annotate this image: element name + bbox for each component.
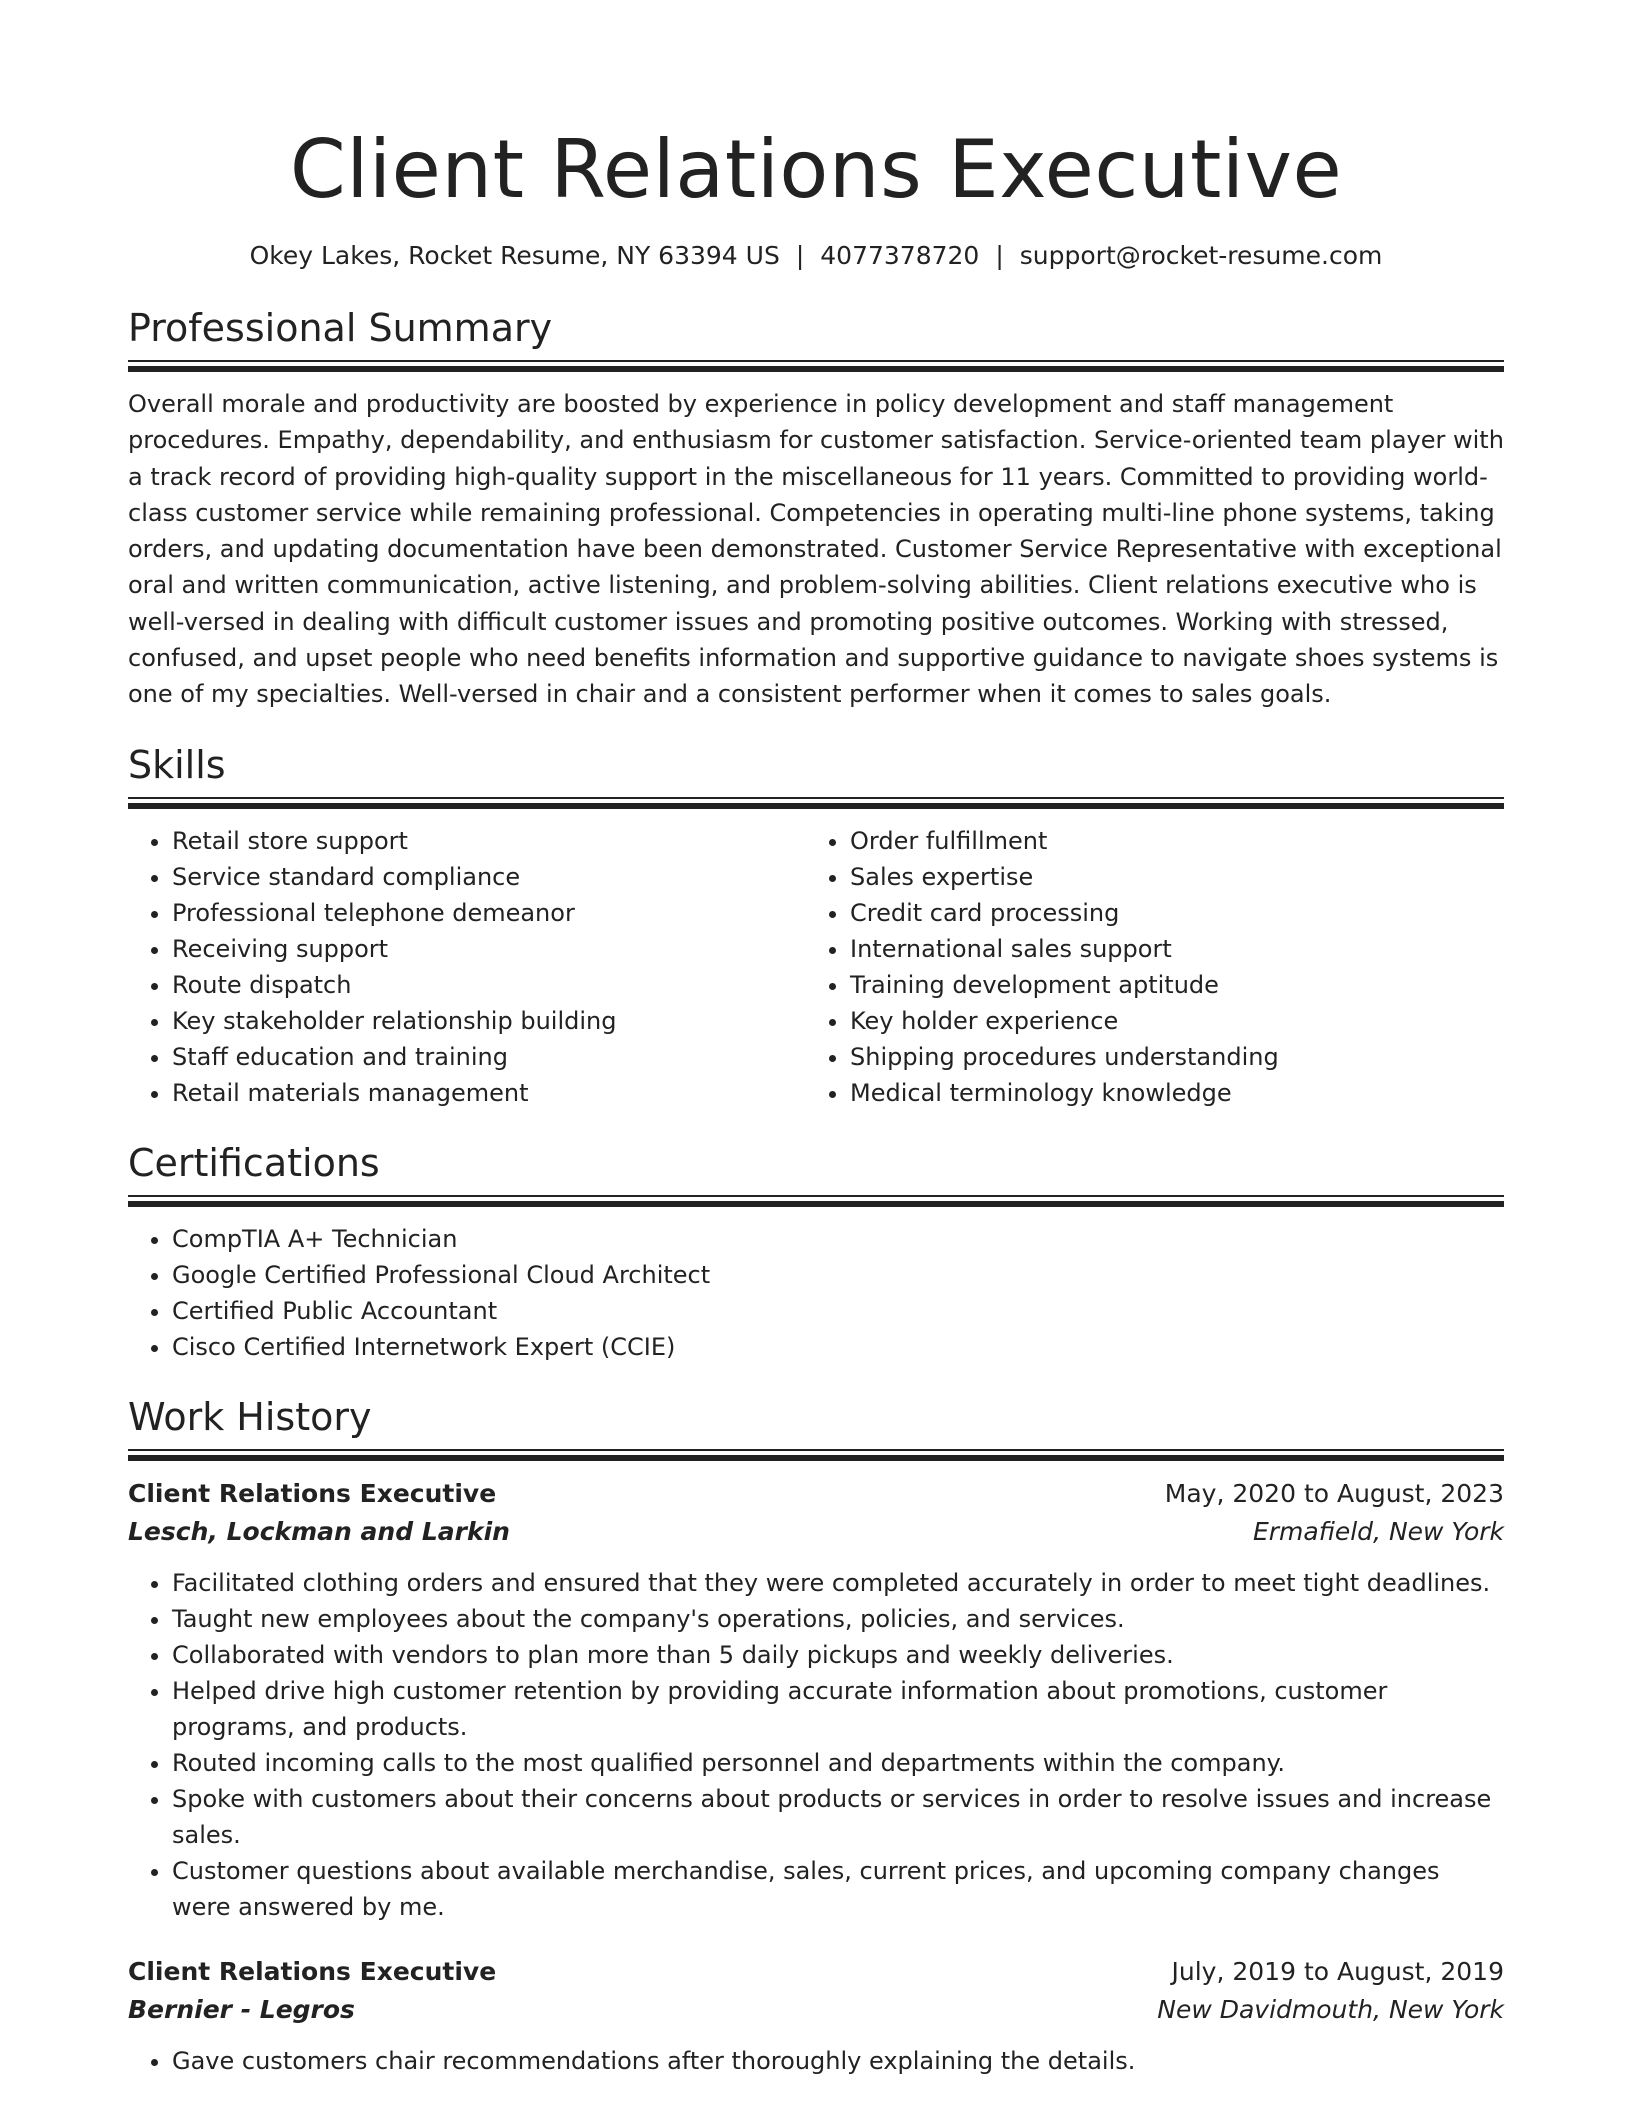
resume-title: Client Relations Executive	[289, 123, 1343, 216]
certifications-heading: Certifications	[128, 1140, 380, 1185]
summary-heading: Professional Summary	[128, 306, 553, 350]
skills-heading: Skills	[128, 742, 226, 787]
list-item: • Gave customers chair recommendations after thoroughly explaining the details.	[172, 2043, 1504, 2079]
list-item: • Medical terminology knowledge	[850, 1075, 1484, 1111]
skills-column-left	[128, 823, 806, 1111]
list-item: • CompTIA A+ Technician	[172, 1221, 1504, 1257]
list-item: • Key stakeholder relationship building	[172, 1003, 806, 1039]
job-bullets	[128, 2043, 1504, 2079]
list-item: • Facilitated clothing orders and ensured that they were completed accurately in order to meet tight deadlines.	[172, 1565, 1504, 1601]
list-item: • Professional telephone demeanor	[172, 895, 806, 931]
list-item: • Google Certified Professional Cloud Architect	[172, 1257, 1504, 1293]
list-item: • Cisco Certified Internetwork Expert (CCIE)	[172, 1329, 1504, 1365]
section-divider	[128, 1195, 1504, 1207]
list-item: • Credit card processing	[850, 895, 1484, 931]
skills-list-right	[806, 823, 1484, 1111]
job-location: New Davidmouth, New York	[1157, 1994, 1504, 2024]
list-item: • Certified Public Accountant	[172, 1293, 1504, 1329]
list-item: • Service standard compliance	[172, 859, 806, 895]
list-item: • Key holder experience	[850, 1003, 1484, 1039]
section-divider	[128, 360, 1504, 372]
skills-list-left	[128, 823, 806, 1111]
list-item: • Helped drive high customer retention by providing accurate information about promotions, customer programs, and products.	[172, 1673, 1504, 1745]
job-location: Ermafield, New York	[1252, 1516, 1504, 1546]
job-entry	[128, 1475, 1504, 1925]
list-item: • Receiving support	[172, 931, 806, 967]
job-dates: July, 2019 to August, 2019	[1171, 1956, 1504, 1986]
contact-separator: |	[995, 241, 1004, 270]
list-item: • Customer questions about available merchandise, sales, current prices, and upcoming company changes were answered by me.	[172, 1853, 1504, 1925]
contact-separator: |	[795, 241, 805, 270]
job-bullets	[128, 1565, 1504, 1925]
resume-page	[128, 0, 1504, 2079]
list-item: • Training development aptitude	[850, 967, 1484, 1003]
list-item: • Routed incoming calls to the most qualified personnel and departments within the company.	[172, 1745, 1504, 1781]
job-header	[128, 1953, 1504, 1991]
job-company: Bernier - Legros	[128, 1994, 355, 2024]
summary-section	[128, 302, 1504, 713]
job-subheader	[128, 1513, 1504, 1551]
list-item: • Shipping procedures understanding	[850, 1039, 1484, 1075]
certifications-section	[128, 1137, 1504, 1365]
section-divider	[128, 797, 1504, 809]
work-history-section	[128, 1391, 1504, 2079]
skills-column-right	[806, 823, 1484, 1111]
job-title: Client Relations Executive	[128, 1956, 497, 1986]
job-entry	[128, 1953, 1504, 2079]
list-item: • Retail materials management	[172, 1075, 806, 1111]
list-item: • International sales support	[850, 931, 1484, 967]
list-item: • Route dispatch	[172, 967, 806, 1003]
section-divider	[128, 1449, 1504, 1461]
list-item: • Staff education and training	[172, 1039, 806, 1075]
list-item: • Retail store support	[172, 823, 806, 859]
list-item: • Taught new employees about the company's operations, policies, and services.	[172, 1601, 1504, 1637]
list-item: • Order fulfillment	[850, 823, 1484, 859]
contact-line	[128, 238, 1504, 274]
list-item: • Collaborated with vendors to plan more than 5 daily pickups and weekly deliveries.	[172, 1637, 1504, 1673]
contact-address: Okey Lakes, Rocket Resume, NY 63394 US	[249, 241, 780, 270]
summary-text: Overall morale and productivity are boosted by experience in policy development and staff management procedures. Empathy, dependability, and enthusiasm for customer satisfaction. Service-oriented team player with a track record of providing high-quality support in the miscellaneous for 11 years. Committed to providing world-class customer service while remaining professional. Competencies in operating multi-line phone systems, taking orders, and updating documentation have been demonstrated. Customer Service Representative with exceptional oral and written communication, active listening, and problem-solving abilities. Client relations executive who is well-versed in dealing with difficult customer issues and promoting positive outcomes. Working with stressed, confused, and upset people who need benefits information and supportive guidance to navigate shoes systems is one of my specialties. Well-versed in chair and a consistent performer when it comes to sales goals.	[128, 390, 1504, 709]
list-item: • Sales expertise	[850, 859, 1484, 895]
job-title: Client Relations Executive	[128, 1478, 497, 1508]
contact-phone: 4077378720	[820, 241, 980, 270]
job-subheader	[128, 1991, 1504, 2029]
job-company: Lesch, Lockman and Larkin	[128, 1516, 510, 1546]
certifications-list	[128, 1221, 1504, 1365]
skills-grid	[128, 823, 1504, 1111]
work-history-heading: Work History	[128, 1394, 372, 1439]
job-header	[128, 1475, 1504, 1513]
list-item: • Spoke with customers about their concerns about products or services in order to resolve issues and increase sales.	[172, 1781, 1504, 1853]
skills-section	[128, 739, 1504, 1111]
job-dates: May, 2020 to August, 2023	[1164, 1478, 1504, 1508]
contact-email: support@rocket-resume.com	[1019, 241, 1383, 270]
